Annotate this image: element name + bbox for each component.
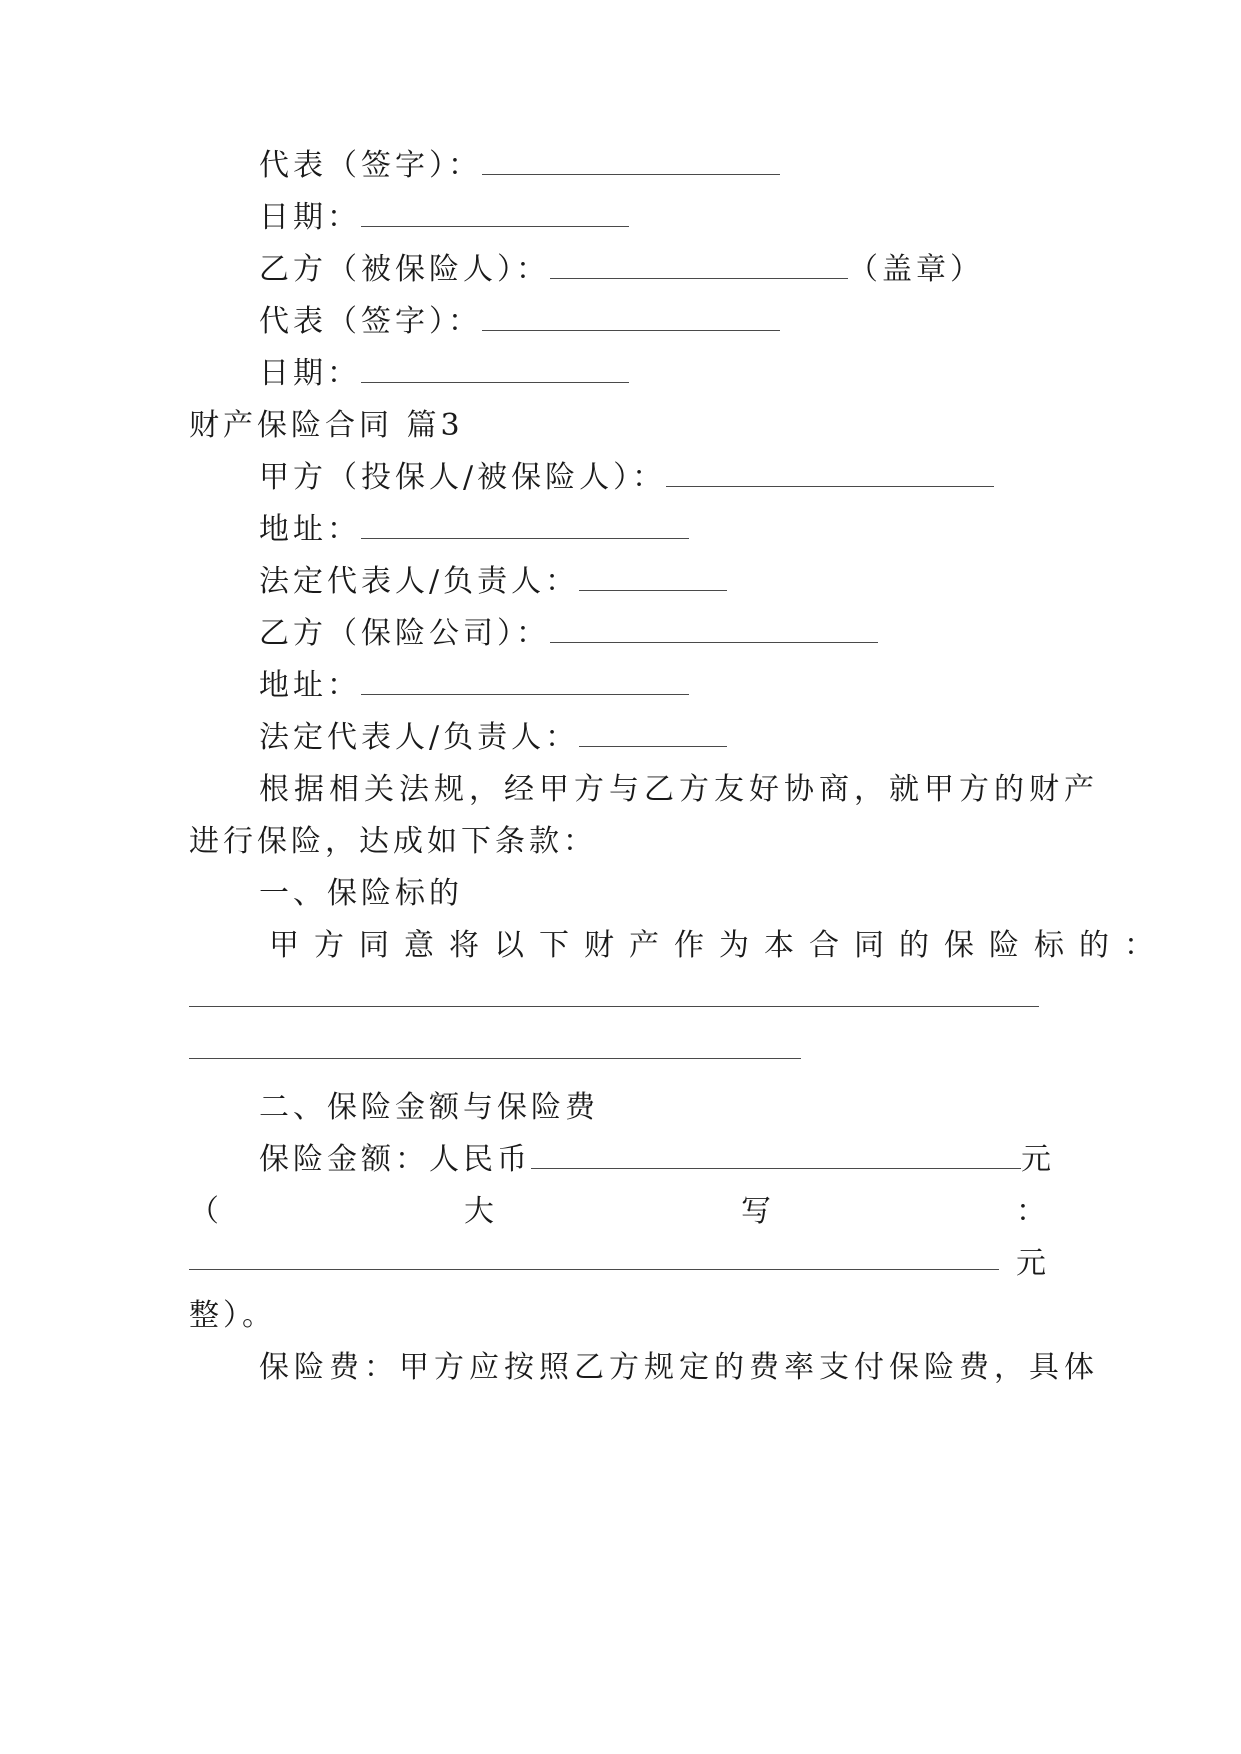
seal-label: （盖章） xyxy=(848,252,984,287)
legal-rep-label: 法定代表人/负责人： xyxy=(259,564,580,599)
rep-sign-blank[interactable] xyxy=(482,148,780,175)
premium-text: 保险费：甲方应按照乙方规定的费率支付保险费，具体 xyxy=(259,1350,1099,1385)
party-b-row xyxy=(259,614,878,654)
party-b-insured-row xyxy=(259,250,984,290)
capital-da: 大 xyxy=(464,1194,494,1229)
party-a-label: 甲方（投保人/被保险人）： xyxy=(259,460,667,495)
intro-line-2: 进行保险，达成如下条款： xyxy=(189,824,597,859)
sum-insured-row xyxy=(259,1140,1055,1180)
clause-2-title: 二、保险金额与保险费 xyxy=(259,1090,599,1125)
clause-1-text: 甲方同意将以下财产作为本合同的保险标的： xyxy=(269,928,1169,963)
yuan-label: 元 xyxy=(1021,1142,1055,1177)
party-a-blank[interactable] xyxy=(666,460,994,487)
yuan-label-2: 元 xyxy=(1016,1246,1046,1281)
capital-colon: ： xyxy=(1016,1194,1046,1229)
zheng-close: 整）。 xyxy=(189,1298,276,1333)
sum-insured-label: 保险金额：人民币 xyxy=(259,1142,531,1177)
party-b-label: 乙方（保险公司）： xyxy=(259,616,550,651)
date-row xyxy=(259,198,629,238)
party-b-blank[interactable] xyxy=(550,616,878,643)
address-label-2: 地址： xyxy=(259,668,361,703)
sum-insured-blank[interactable] xyxy=(531,1142,1021,1169)
rep-sign-blank-2[interactable] xyxy=(482,304,780,331)
legal-rep-blank[interactable] xyxy=(579,564,727,591)
party-b-insured-label: 乙方（被保险人）： xyxy=(259,252,550,287)
legal-rep-row-2 xyxy=(259,718,727,758)
legal-rep-label-2: 法定代表人/负责人： xyxy=(259,720,580,755)
capital-amount-blank[interactable] xyxy=(189,1269,999,1270)
address-row-2 xyxy=(259,666,689,706)
date-label: 日期： xyxy=(259,200,361,235)
address-blank[interactable] xyxy=(361,512,689,539)
address-label: 地址： xyxy=(259,512,361,547)
clause-1-title: 一、保险标的 xyxy=(259,876,463,911)
legal-rep-blank-2[interactable] xyxy=(579,720,727,747)
address-row xyxy=(259,510,689,550)
rep-sign-label-2: 代表（签字）： xyxy=(259,304,482,339)
address-blank-2[interactable] xyxy=(361,668,689,695)
subject-blank-2[interactable] xyxy=(189,1058,801,1059)
legal-rep-row xyxy=(259,562,727,602)
subject-blank-1[interactable] xyxy=(189,1006,1039,1007)
capital-open-paren: （ xyxy=(189,1194,219,1229)
rep-sign-row xyxy=(259,146,780,186)
date-label-2: 日期： xyxy=(259,356,361,391)
section-heading: 财产保险合同 篇3 xyxy=(189,408,464,443)
date-blank-2[interactable] xyxy=(361,356,629,383)
rep-sign-row-2 xyxy=(259,302,780,342)
party-a-row xyxy=(259,458,994,498)
rep-sign-label: 代表（签字）： xyxy=(259,148,482,183)
intro-line-1: 根据相关法规，经甲方与乙方友好协商，就甲方的财产 xyxy=(259,772,1099,807)
date-row-2 xyxy=(259,354,629,394)
party-b-insured-blank[interactable] xyxy=(550,252,848,279)
capital-xie: 写 xyxy=(741,1194,771,1229)
date-blank[interactable] xyxy=(361,200,629,227)
